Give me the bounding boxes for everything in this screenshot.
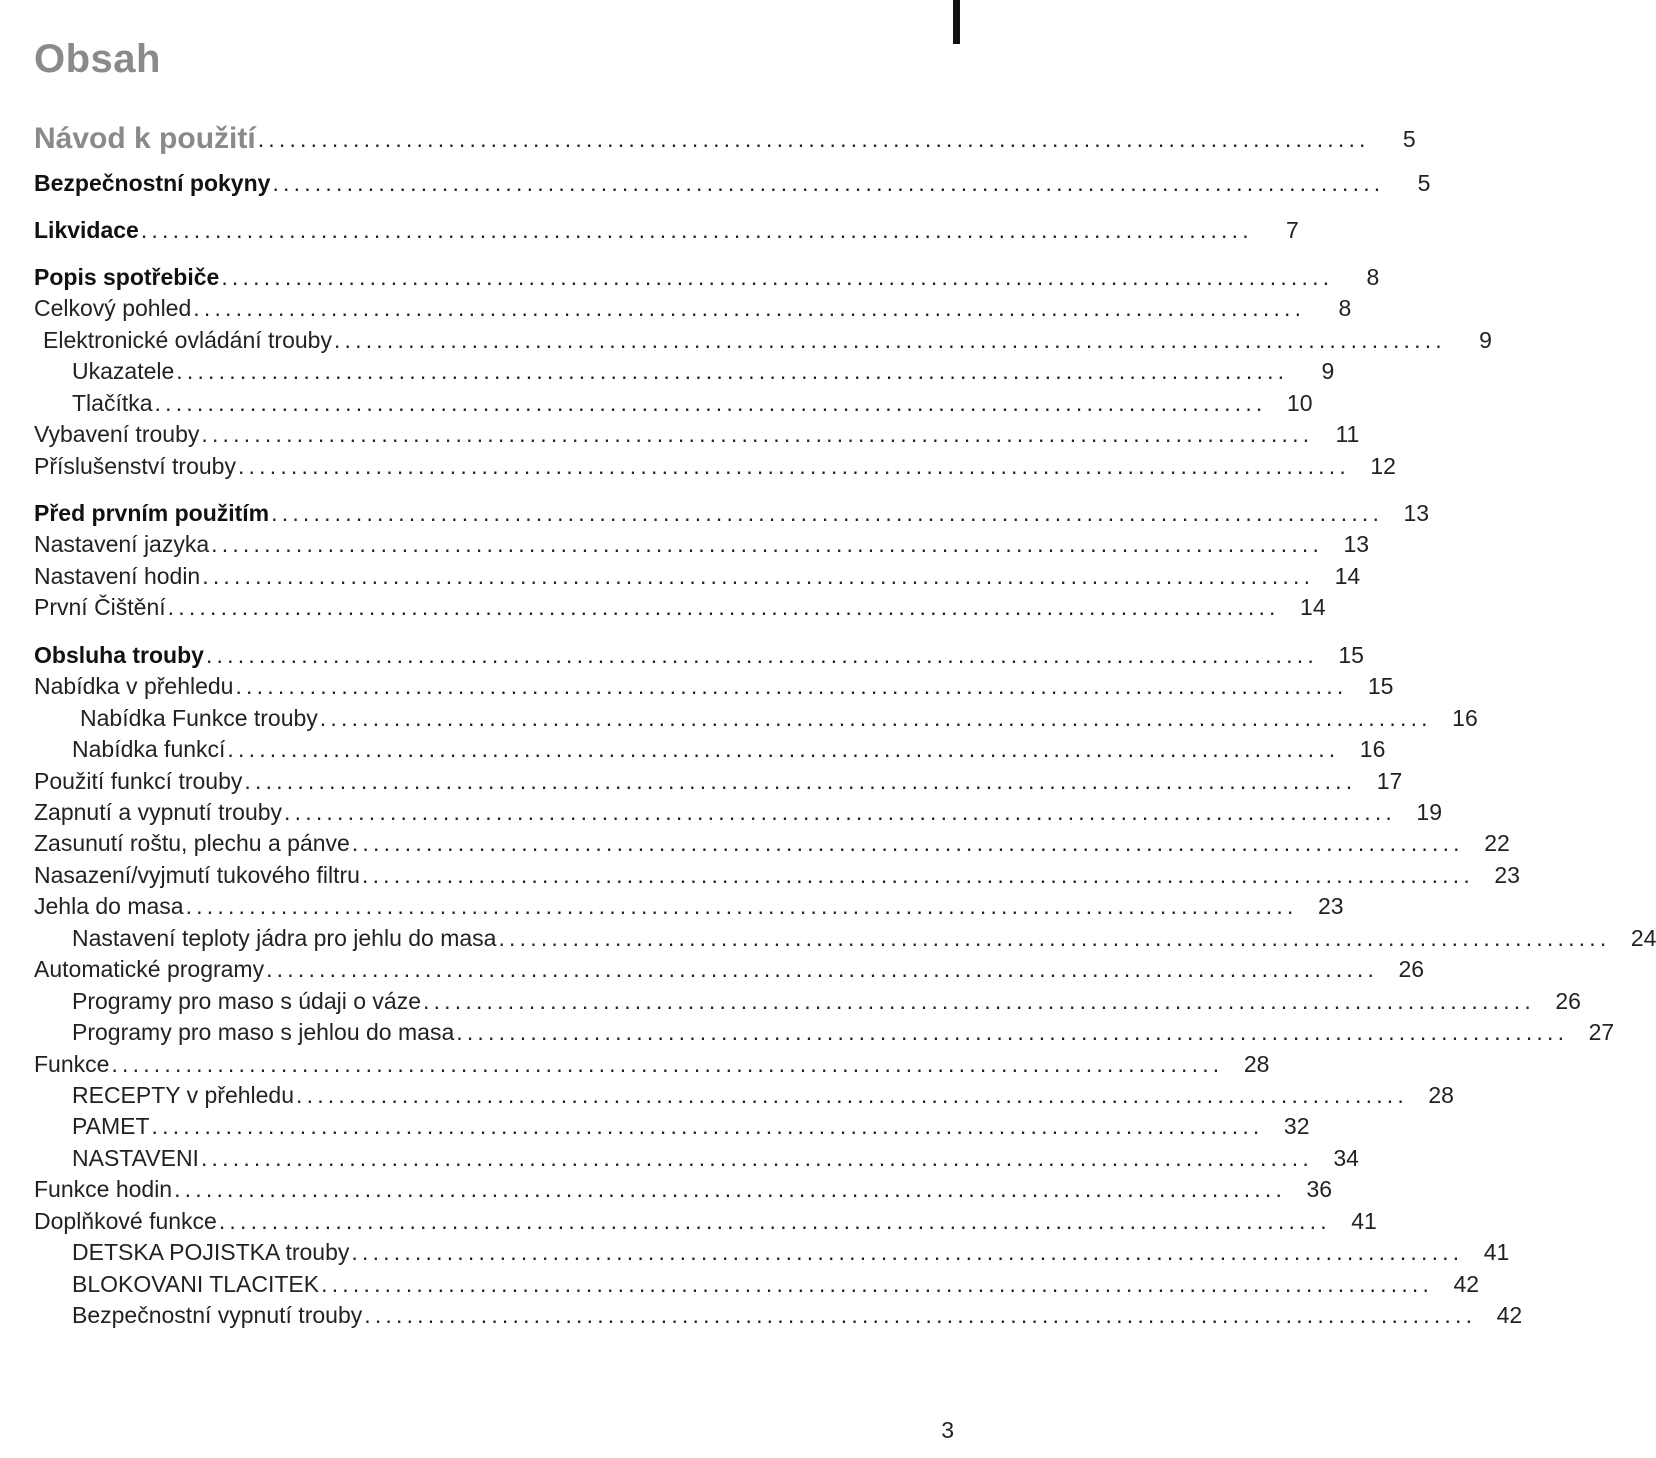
toc-entry[interactable] bbox=[34, 734, 1386, 764]
toc-entry-page: 14 bbox=[1334, 563, 1361, 589]
toc-entry-label: Příslušenství trouby bbox=[34, 453, 236, 479]
toc-entry[interactable] bbox=[34, 498, 1430, 528]
toc-leader-dots: ......................................................................................................... bbox=[140, 217, 1253, 243]
toc-entry-label: DETSKA POJISTKA trouby bbox=[72, 1239, 350, 1265]
toc-entry-label: PAMET bbox=[72, 1113, 150, 1139]
toc-leader-dots: ......................................................................................................... bbox=[193, 295, 1306, 321]
toc-entry-page: 16 bbox=[1452, 705, 1478, 731]
toc-leader-dots: ......................................................................................................... bbox=[154, 390, 1267, 416]
toc-entry-label: Automatické programy bbox=[34, 956, 265, 982]
toc-entry-page: 24 bbox=[1630, 925, 1656, 951]
toc-entry-page: 5 bbox=[1402, 126, 1416, 152]
toc-entry-page: 22 bbox=[1484, 830, 1510, 856]
toc-entry-label: Popis spotřebiče bbox=[34, 264, 220, 290]
toc-entry-label: Programy pro maso s údaji o váze bbox=[72, 988, 421, 1014]
toc-entry-page: 10 bbox=[1286, 390, 1313, 416]
toc-entry-label: Tlačítka bbox=[72, 390, 153, 416]
toc-leader-dots: ......................................................................................................... bbox=[244, 768, 1357, 794]
toc-entry[interactable] bbox=[34, 118, 1416, 155]
page-title: Obsah bbox=[34, 37, 161, 81]
toc-leader-dots: ......................................................................................................... bbox=[167, 594, 1280, 620]
toc-entry-label: První Čištění bbox=[34, 594, 166, 620]
toc-entry-page: 36 bbox=[1306, 1176, 1333, 1202]
toc-entry[interactable] bbox=[34, 1174, 1333, 1204]
toc-entry-label: Obsluha trouby bbox=[34, 642, 204, 668]
toc-entry[interactable] bbox=[34, 1300, 1523, 1330]
toc-entry[interactable] bbox=[34, 986, 1581, 1016]
toc-entry-page: 9 bbox=[1479, 327, 1492, 353]
toc-leader-dots: ......................................................................................................... bbox=[235, 673, 1348, 699]
toc-entry-page: 15 bbox=[1367, 673, 1394, 699]
toc-entry-page: 23 bbox=[1317, 893, 1344, 919]
toc-entry-label: Nabídka Funkce trouby bbox=[80, 705, 318, 731]
toc-entry-label: Likvidace bbox=[34, 217, 139, 243]
toc-entry-label: Nastavení hodin bbox=[34, 563, 201, 589]
toc-leader-dots: ......................................................................................................... bbox=[211, 531, 1324, 557]
toc-entry-page: 9 bbox=[1321, 358, 1335, 384]
toc-entry-label: Nastavení teploty jádra pro jehlu do masa bbox=[72, 925, 497, 951]
toc-entry-page: 8 bbox=[1338, 295, 1352, 321]
toc-leader-dots: ......................................................................................................... bbox=[202, 563, 1315, 589]
toc-entry[interactable] bbox=[34, 1269, 1480, 1299]
toc-entry-page: 17 bbox=[1376, 768, 1403, 794]
toc-entry[interactable] bbox=[34, 1049, 1270, 1079]
toc-leader-dots: ......................................................................................................... bbox=[272, 170, 1385, 196]
toc-entry-page: 23 bbox=[1494, 862, 1520, 888]
toc-entry-label: Funkce hodin bbox=[34, 1176, 173, 1202]
toc-entry[interactable] bbox=[34, 671, 1394, 701]
toc-entry[interactable] bbox=[34, 419, 1360, 449]
toc-entry-page: 32 bbox=[1283, 1113, 1310, 1139]
toc-entry[interactable] bbox=[34, 797, 1443, 827]
toc-entry[interactable] bbox=[34, 168, 1431, 198]
toc-entry[interactable] bbox=[34, 1143, 1359, 1173]
toc-leader-dots: ......................................................................................................... bbox=[364, 1302, 1477, 1328]
toc-entry-label: Zapnutí a vypnutí trouby bbox=[34, 799, 283, 825]
toc-leader-dots: ......................................................................................................... bbox=[200, 1145, 1313, 1171]
toc-leader-dots: ......................................................................................................... bbox=[174, 1176, 1287, 1202]
toc-leader-dots: ......................................................................................................... bbox=[319, 705, 1432, 731]
toc-leader-dots: ......................................................................................................... bbox=[111, 1051, 1224, 1077]
toc-entry-label: RECEPTY v přehledu bbox=[72, 1082, 295, 1108]
toc-entry-label: Vybavení trouby bbox=[34, 421, 200, 447]
toc-leader-dots: ......................................................................................................... bbox=[151, 1113, 1264, 1139]
toc-entry-page: 41 bbox=[1483, 1239, 1510, 1265]
toc-entry[interactable] bbox=[34, 1237, 1510, 1267]
toc-entry[interactable] bbox=[34, 388, 1313, 418]
toc-entry-label: Nastavení jazyka bbox=[34, 531, 210, 557]
toc-entry-label: Zasunutí roštu, plechu a pánve bbox=[34, 830, 350, 856]
toc-entry-page: 26 bbox=[1398, 956, 1425, 982]
toc-leader-dots: ......................................................................................................... bbox=[296, 1082, 1408, 1108]
toc-entry-label: Celkový pohled bbox=[34, 295, 192, 321]
toc-entry-label: NASTAVENI bbox=[72, 1145, 199, 1171]
toc-leader-dots: ......................................................................................................... bbox=[351, 1239, 1464, 1265]
toc-entry[interactable] bbox=[34, 451, 1396, 481]
toc-entry-label: Doplňkové funkce bbox=[34, 1208, 217, 1234]
toc-leader-dots: ......................................................................................................... bbox=[498, 925, 1611, 951]
toc-entry-label: Návod k použití bbox=[34, 122, 256, 155]
toc-entry[interactable] bbox=[34, 592, 1326, 622]
toc-entry[interactable] bbox=[34, 860, 1520, 890]
toc-entry-label: Bezpečnostní vypnutí trouby bbox=[72, 1302, 363, 1328]
toc-leader-dots: ......................................................................................................... bbox=[201, 421, 1314, 447]
toc-entry-label: Bezpečnostní pokyny bbox=[34, 170, 271, 196]
toc-entry-label: Elektronické ovládání trouby bbox=[43, 327, 332, 353]
toc-entry[interactable] bbox=[34, 828, 1510, 858]
toc-entry-page: 15 bbox=[1338, 642, 1364, 668]
page-number: 3 bbox=[941, 1417, 954, 1443]
toc-entry-page: 19 bbox=[1416, 799, 1443, 825]
toc-entry-page: 16 bbox=[1359, 736, 1386, 762]
toc-entry-page: 42 bbox=[1453, 1271, 1480, 1297]
toc-entry-page: 34 bbox=[1333, 1145, 1359, 1171]
toc-entry[interactable] bbox=[34, 703, 1478, 733]
toc-entry-page: 13 bbox=[1403, 500, 1430, 526]
toc-entry[interactable] bbox=[34, 923, 1656, 953]
toc-leader-dots: ......................................................................................................... bbox=[271, 500, 1384, 526]
toc-entry-label: Nasazení/vyjmutí tukového filtru bbox=[34, 862, 360, 888]
toc-entry[interactable] bbox=[34, 262, 1380, 292]
toc-entry-page: 5 bbox=[1417, 170, 1431, 196]
toc-entry-page: 41 bbox=[1351, 1208, 1377, 1234]
toc-entry-label: Ukazatele bbox=[72, 358, 175, 384]
toc-entry[interactable] bbox=[34, 356, 1335, 386]
toc-entry-label: Funkce bbox=[34, 1051, 110, 1077]
toc-leader-dots: ......................................................................................................... bbox=[333, 327, 1446, 353]
toc-entry-page: 11 bbox=[1335, 421, 1360, 447]
toc-leader-dots: ......................................................................................................... bbox=[321, 1271, 1434, 1297]
toc-entry-label: Jehla do masa bbox=[34, 893, 184, 919]
toc-leader-dots: ......................................................................................................... bbox=[257, 126, 1370, 152]
toc-entry[interactable] bbox=[34, 1111, 1310, 1141]
toc-entry[interactable] bbox=[34, 1080, 1454, 1110]
toc-entry[interactable] bbox=[34, 529, 1370, 559]
toc-entry-page: 7 bbox=[1286, 217, 1299, 243]
toc-leader-dots: ......................................................................................................... bbox=[284, 799, 1397, 825]
toc-leader-dots: ......................................................................................................... bbox=[221, 264, 1334, 290]
toc-leader-dots: ......................................................................................................... bbox=[423, 988, 1535, 1014]
toc-leader-dots: ......................................................................................................... bbox=[266, 956, 1379, 982]
toc-entry-label: Nabídka v přehledu bbox=[34, 673, 234, 699]
toc-entry-label: Použití funkcí trouby bbox=[34, 768, 243, 794]
toc-entry-page: 14 bbox=[1300, 594, 1326, 620]
toc-leader-dots: ......................................................................................................... bbox=[185, 893, 1298, 919]
toc-entry-page: 27 bbox=[1588, 1019, 1615, 1045]
toc-entry-label: Nabídka funkcí bbox=[72, 736, 226, 762]
toc-leader-dots: ......................................................................................................... bbox=[351, 830, 1464, 856]
toc-entry-page: 13 bbox=[1343, 531, 1370, 557]
toc-entry[interactable] bbox=[34, 1017, 1615, 1047]
toc-entry[interactable] bbox=[34, 1206, 1377, 1236]
toc-entry[interactable] bbox=[34, 325, 1492, 355]
toc-entry-label: BLOKOVANI TLACITEK bbox=[72, 1271, 320, 1297]
toc-leader-dots: ......................................................................................................... bbox=[361, 862, 1474, 888]
toc-entry[interactable] bbox=[34, 640, 1364, 670]
toc-entry[interactable] bbox=[34, 954, 1425, 984]
toc-entry[interactable] bbox=[34, 215, 1299, 245]
toc-entry[interactable] bbox=[34, 891, 1344, 921]
toc-entry-label: Programy pro maso s jehlou do masa bbox=[72, 1019, 455, 1045]
toc-leader-dots: ......................................................................................................... bbox=[227, 736, 1340, 762]
toc-entry[interactable] bbox=[34, 561, 1361, 591]
toc-entry-page: 12 bbox=[1370, 453, 1396, 479]
toc-entry-page: 26 bbox=[1555, 988, 1581, 1014]
toc-entry-label: Před prvním použitím bbox=[34, 500, 270, 526]
toc-leader-dots: ......................................................................................................... bbox=[237, 453, 1350, 479]
toc-entry-page: 42 bbox=[1496, 1302, 1523, 1328]
toc-entry-page: 8 bbox=[1366, 264, 1380, 290]
toc-leader-dots: ......................................................................................................... bbox=[176, 358, 1289, 384]
toc-leader-dots: ......................................................................................................... bbox=[456, 1019, 1569, 1045]
toc-entry[interactable] bbox=[34, 766, 1403, 796]
toc-entry-page: 28 bbox=[1428, 1082, 1454, 1108]
toc-entry[interactable] bbox=[34, 293, 1352, 323]
toc-leader-dots: ......................................................................................................... bbox=[218, 1208, 1331, 1234]
toc-leader-dots: ......................................................................................................... bbox=[205, 642, 1318, 668]
toc-entry-page: 28 bbox=[1243, 1051, 1270, 1077]
